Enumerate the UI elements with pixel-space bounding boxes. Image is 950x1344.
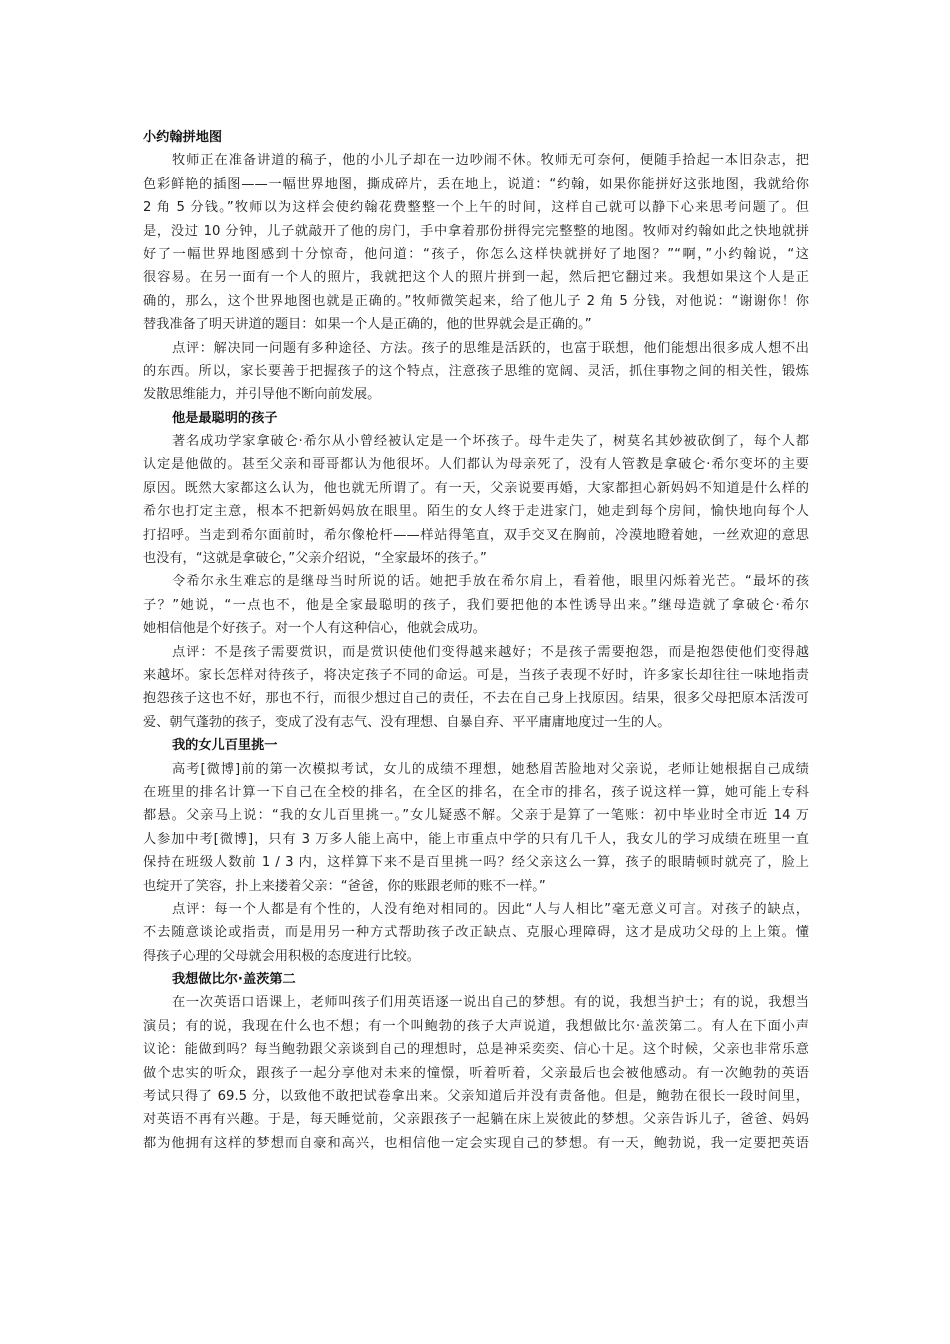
text-line: 得孩子心理的父母就会用积极的态度进行比较。: [143, 948, 420, 964]
text-line: 令希尔永生难忘的是继母当时所说的话。她把手放在希尔肩上，看着他，眼里闪烁着光芒。“最坏的孩: [172, 574, 809, 590]
text-line: 好了一幅世界地图感到十分惊奇，他问道：“孩子，你怎么这样快就拼好了地图？”“啊，”小约翰说，“这: [143, 246, 809, 262]
text-line: 确的，那么，这个世界地图也就是正确的。”牧师微笑起来，给了他儿子 2 角 5 分钱，对他说：“谢谢你！你: [143, 293, 809, 309]
text-line: 做个忠实的听众，跟孩子一起分享他对未来的憧憬，听着听着，父亲最后也会被他感动。有一次鲍勃的英语: [143, 1065, 809, 1081]
text-line: 打招呼。当走到希尔面前时，希尔像枪杆——样站得笔直，双手交叉在胸前，冷漠地瞪着她，一丝欢迎的意思: [143, 527, 809, 543]
text-line: 考试只得了 69.5 分，以致他不敢把试卷拿出来。父亲知道后并没有责备他。但是，鲍勃在很长一段时间里，: [143, 1089, 809, 1105]
text-line: 希尔也打定主意，根本不把新妈妈放在眼里。陌生的女人终于走进家门，她走到每个房间，愉快地向每个人: [143, 504, 809, 520]
text-line: 点评：不是孩子需要赏识，而是赏识使他们变得越来越好；不是孩子需要抱怨，而是抱怨使他们变得越: [172, 644, 809, 660]
text-line: 点评：每一个人都是有个性的，人没有绝对相同的。因此“人与人相比”毫无意义可言。对孩子的缺点，: [172, 901, 809, 917]
text-line: 也绽开了笑容，扑上来搂着父亲：“爸爸，你的账跟老师的账不一样。”: [143, 878, 546, 894]
text-line: 她相信他是个好孩子。对一个人有这种信心，他就会成功。: [143, 621, 486, 637]
text-line: 都为他拥有这样的梦想而自豪和高兴，也相信他一定会实现自己的梦想。有一天，鲍勃说，我一定要把英语: [143, 1135, 809, 1151]
text-line: 原因。既然大家都这么认为，他也就无所谓了。有一天，父亲说要再婚，大家都担心新妈妈不知道是什么样的: [143, 480, 809, 496]
text-line: 爱、朝气蓬勃的孩子，变成了没有志气、没有理想、自暴自弃、平平庸庸地度过一生的人。: [143, 714, 671, 730]
document-page: [143, 126, 809, 1155]
section-title: 我想做比尔·盖茨第二: [172, 972, 296, 988]
text-line: 保持在班级人数前 1 / 3 内，这样算下来不是百里挑一吗？经父亲这么一算，孩子的眼睛顿时就亮了，脸上: [143, 855, 809, 871]
comment-paragraph: [143, 337, 809, 407]
text-line: 议论：能做到吗？每当鲍勃跟父亲谈到自己的理想时，总是神采奕奕、信心十足。这个时候，父亲也非常乐意: [143, 1042, 809, 1058]
text-line: 子？”她说，“一点也不，他是全家最聪明的孩子，我们要把他的本性诱导出来。”继母造就了拿破仑·希尔: [143, 597, 809, 613]
section-title: 他是最聪明的孩子: [172, 410, 278, 426]
text-line: 抱怨孩子这也不好，那也不行，而很少想过自己的责任，不去在自己身上找原因。结果，很多父母把原本活泼可: [143, 691, 809, 707]
text-line: 发散思维能力，并引导他不断向前发展。: [143, 387, 381, 403]
section-title: 小约翰拼地图: [143, 130, 223, 145]
paragraph: [143, 570, 809, 640]
paragraph: [143, 149, 809, 336]
text-line: 不去随意谈论或指责，而是用另一种方式帮助孩子改正缺点、克服心理障碍，这才是成功父母的上上策。懂: [143, 925, 809, 941]
text-line: 高考[微博]前的第一次模拟考试，女儿的成绩不理想，她愁眉苦脸地对父亲说，老师让她根据自己成绩: [172, 761, 809, 777]
text-line: 在一次英语口语课上，老师叫孩子们用英语逐一说出自己的梦想。有的说，我想当护士；有的说，我想当: [172, 995, 809, 1011]
paragraph: [143, 758, 809, 898]
paragraph: [143, 430, 809, 570]
comment-paragraph: [143, 898, 809, 968]
text-line: 的东西。所以，家长要善于把握孩子的这个特点，注意孩子思维的宽阔、灵活，抓住事物之间的相关性，锻炼: [143, 363, 809, 379]
text-line: 很容易。在另一面有一个人的照片，我就把这个人的照片拼到一起，然后把它翻过来。我想如果这个人是正: [143, 270, 809, 286]
text-line: 2 角 5 分钱。”牧师以为这样会使约翰花费整整一个上午的时间，这样自己就可以静下心来思考问题了。但: [143, 200, 809, 216]
paragraph: [143, 991, 809, 1155]
text-line: 来越坏。家长怎样对待孩子，将决定孩子不同的命运。可是，当孩子表现不好时，许多家长却往往一味地指责: [143, 667, 809, 683]
text-line: 是，没过 10 分钟，儿子就敲开了他的房门，手中拿着那份拼得完完整整的地图。牧师对约翰如此之快地就拼: [143, 223, 809, 239]
text-line: 色彩鲜艳的插图——一幅世界地图，撕成碎片，丢在地上，说道：“约翰，如果你能拼好这张地图，我就给你: [143, 176, 809, 192]
text-line: 演员；有的说，我现在什么也不想；有一个叫鲍勃的孩子大声说道，我想做比尔·盖茨第二。有人在下面小声: [143, 1018, 809, 1034]
text-line: 著名成功学家拿破仑·希尔从小曾经被认定是一个坏孩子。母牛走失了，树莫名其妙被砍倒了，每个人都: [172, 434, 809, 450]
text-line: 认定是他做的。甚至父亲和哥哥都认为他很坏。人们都认为母亲死了，没有人管教是拿破仑·希尔变坏的主要: [143, 457, 809, 473]
text-line: 在班里的排名计算一下自己在全校的排名，在全区的排名，在全市的排名，孩子说这样一算，她可能上专科: [143, 784, 809, 800]
text-line: 替我准备了明天讲道的题目：如果一个人是正确的，他的世界就会是正确的。”: [143, 317, 592, 333]
text-line: 牧师正在准备讲道的稿子，他的小儿子却在一边吵闹不休。牧师无可奈何，便随手拾起一本旧杂志，把: [172, 153, 809, 169]
text-line: 也没有，“这就是拿破仑，”父亲介绍说，“全家最坏的孩子。”: [143, 551, 487, 567]
comment-paragraph: [143, 641, 809, 735]
text-line: 对英语不再有兴趣。于是，每天睡觉前，父亲跟孩子一起躺在床上炭彼此的梦想。父亲告诉儿子，爸爸、妈妈: [143, 1112, 809, 1128]
text-line: 都悬。父亲马上说：“我的女儿百里挑一。”女儿疑惑不解。父亲于是算了一笔账：初中毕业时全市近 14 万: [143, 808, 809, 824]
section-title: 我的女儿百里挑一: [172, 738, 278, 754]
text-line: 点评：解决同一问题有多种途径、方法。孩子的思维是活跃的，也富于联想，他们能想出很多成人想不出: [172, 340, 809, 356]
text-line: 人参加中考[微博]，只有 3 万多人能上高中，能上市重点中学的只有几千人，我女儿的学习成绩在班里一直: [143, 831, 809, 847]
